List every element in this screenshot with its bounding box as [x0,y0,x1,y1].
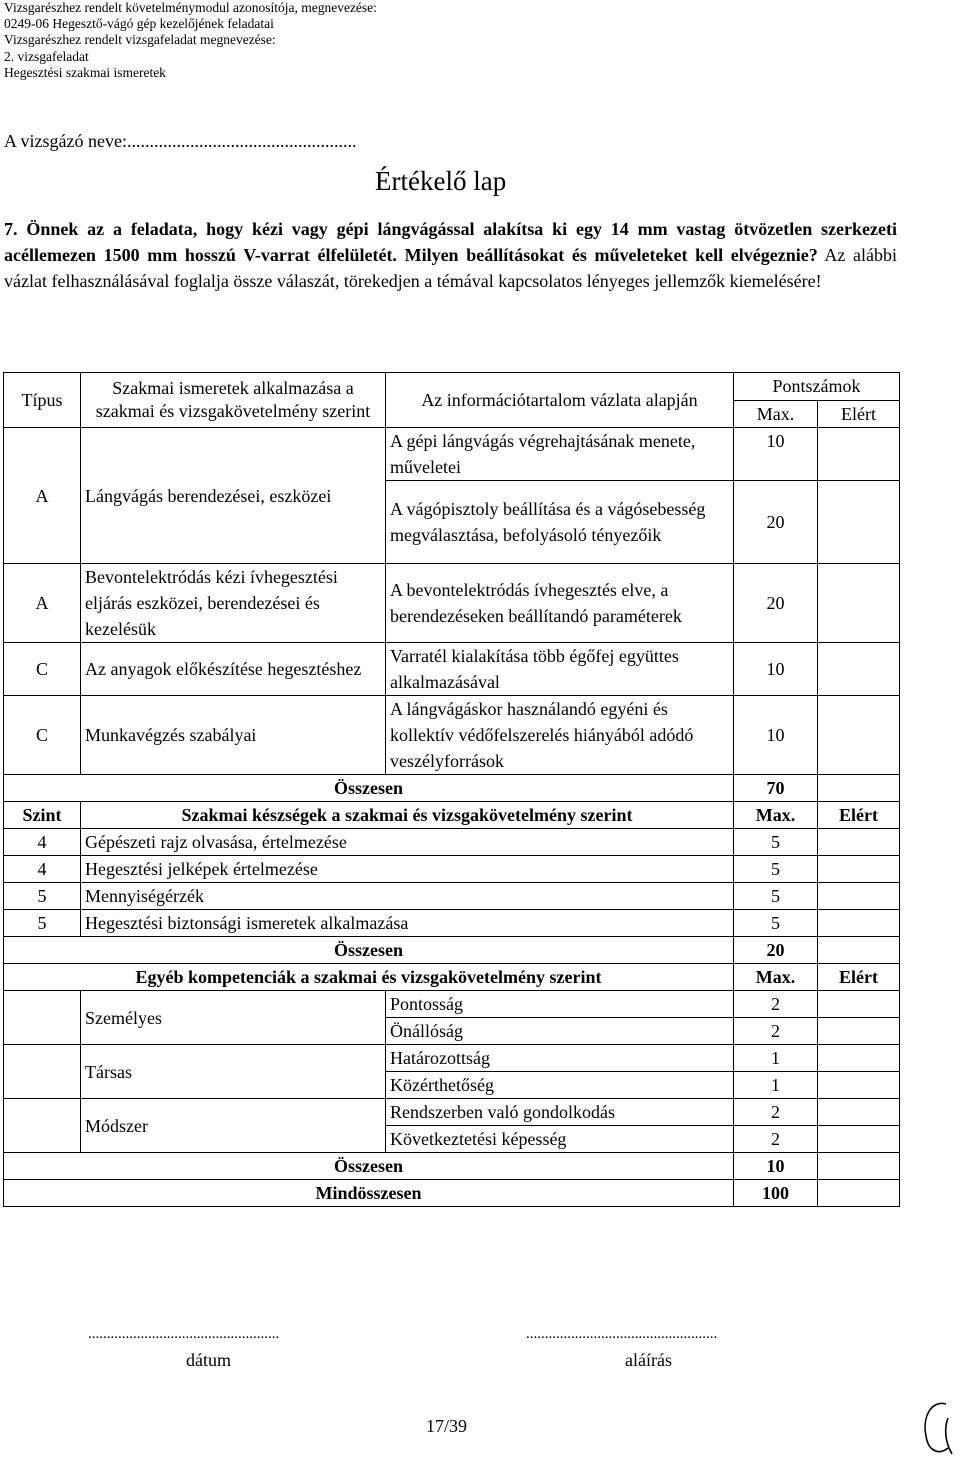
header-line: Vizsgarészhez rendelt követelménymodul azonosítója, megnevezése: [4,0,377,15]
type-cell: C [4,643,81,696]
blank-cell [4,1099,81,1153]
achieved-cell[interactable] [818,564,900,643]
competency-item: Következtetési képesség [386,1126,734,1153]
competency-group: Módszer [81,1099,386,1153]
header-line: 2. vizsgafeladat [4,48,89,64]
achieved-cell[interactable] [818,643,900,696]
level-header: Szint [4,802,81,829]
skill-cell: Hegesztési biztonsági ismeretek alkalmazása [81,910,734,937]
signature-label: aláírás [625,1350,672,1370]
page-title: Értékelő lap [375,166,507,196]
achieved-cell[interactable] [818,696,900,775]
level-cell: 5 [4,910,81,937]
info-cell: A gépi lángvágás végrehajtásának menete, műveletei [386,428,734,481]
max-cell: 10 [734,643,818,696]
achieved-cell[interactable] [818,883,900,910]
points-header: Pontszámok [734,373,900,401]
max-cell: 2 [734,991,818,1018]
max-cell: 10 [734,428,818,481]
page-number: 17/39 [426,1416,468,1436]
max-cell: 10 [734,696,818,775]
type-cell: A [4,428,81,564]
skill-cell: Hegesztési jelképek értelmezése [81,856,734,883]
topic-cell: Bevontelektródás kézi ívhegesztési eljárás eszközei, berendezései és kezelésük [81,564,386,643]
achieved-cell[interactable] [818,1180,900,1207]
blank-cell [4,1045,81,1099]
achieved-cell[interactable] [818,1153,900,1180]
competency-item: Pontosság [386,991,734,1018]
max-cell: 20 [734,564,818,643]
date-line: ................................................... [88,1326,280,1342]
achieved-header: Elért [818,400,900,428]
type-cell: C [4,696,81,775]
total-value: 70 [734,775,818,802]
total-value: 10 [734,1153,818,1180]
achieved-cell[interactable] [818,829,900,856]
document-header [4,0,377,81]
achieved-cell[interactable] [818,1099,900,1126]
header-line: 0249-06 Hegesztő-vágó gép kezelőjének feladatai [4,16,274,32]
achieved-header: Elért [818,802,900,829]
task-description [4,216,897,294]
candidate-name-field: A vizsgázó neve:................................................... [4,131,357,151]
max-cell: 1 [734,1072,818,1099]
achieved-cell[interactable] [818,856,900,883]
level-cell: 4 [4,856,81,883]
max-header: Max. [734,964,818,991]
competency-item: Határozottság [386,1045,734,1072]
level-cell: 5 [4,883,81,910]
achieved-cell[interactable] [818,428,900,481]
topic-cell: Lángvágás berendezései, eszközei [81,428,386,564]
info-cell: A vágópisztoly beállítása és a vágósebesség megválasztása, befolyásoló tényezőik [386,481,734,564]
achieved-cell[interactable] [818,1072,900,1099]
topic-cell: Munkavégzés szabályai [81,696,386,775]
task-instruction: Az alábbi vázlat felhasználásával foglalja össze válaszát, törekedjen a témával kapcsolatos lényeges jellemzők kiemelésére! [4,245,898,291]
competency-group: Társas [81,1045,386,1099]
competency-item: Közérthetőség [386,1072,734,1099]
knowledge-header: Szakmai ismeretek alkalmazása a szakmai és vizsgakövetelmény szerint [81,373,386,428]
type-header: Típus [4,373,81,428]
total-label: Összesen [4,937,734,964]
achieved-cell[interactable] [818,1018,900,1045]
achieved-cell[interactable] [818,991,900,1018]
signature-line: ................................................... [526,1326,718,1342]
max-cell: 1 [734,1045,818,1072]
info-cell: A lángvágáskor használandó egyéni és kollektív védőfelszerelés hiányából adódó veszélyforrások [386,696,734,775]
max-cell: 5 [734,829,818,856]
achieved-cell[interactable] [818,1045,900,1072]
grand-total-value: 100 [734,1180,818,1207]
grand-total-label: Mindösszesen [4,1180,734,1207]
achieved-cell[interactable] [818,937,900,964]
total-label: Összesen [4,1153,734,1180]
evaluation-table [3,372,900,1207]
topic-cell: Az anyagok előkészítése hegesztéshez [81,643,386,696]
type-cell: A [4,564,81,643]
max-cell: 5 [734,883,818,910]
max-header: Max. [734,802,818,829]
level-cell: 4 [4,829,81,856]
skill-cell: Gépészeti rajz olvasása, értelmezése [81,829,734,856]
competency-item: Önállóság [386,1018,734,1045]
achieved-header: Elért [818,964,900,991]
header-line: Hegesztési szakmai ismeretek [4,64,166,80]
info-cell: Varratél kialakítása több égőfej együttes alkalmazásával [386,643,734,696]
achieved-cell[interactable] [818,910,900,937]
date-label: dátum [186,1350,231,1370]
info-header: Az információtartalom vázlata alapján [386,373,734,428]
max-cell: 2 [734,1126,818,1153]
info-cell: A bevontelektródás ívhegesztés elve, a berendezéseken beállítandó paraméterek [386,564,734,643]
total-value: 20 [734,937,818,964]
initials-signature [918,1398,956,1460]
blank-cell [4,991,81,1045]
achieved-cell[interactable] [818,481,900,564]
task-question: 7. Önnek az a feladata, hogy kézi vagy gépi lángvágással alakítsa ki egy 14 mm vastag ötvözetlen szerkezeti acéllemezen 1500 mm hosszú V-varrat élfelületét. Milyen beállításokat és műveleteket kell elvégeznie? [4,219,897,265]
skill-cell: Mennyiségérzék [81,883,734,910]
achieved-cell[interactable] [818,1126,900,1153]
max-header: Max. [734,400,818,428]
max-cell: 20 [734,481,818,564]
max-cell: 5 [734,856,818,883]
competency-group: Személyes [81,991,386,1045]
competencies-header: Egyéb kompetenciák a szakmai és vizsgakövetelmény szerint [4,964,734,991]
header-line: Vizsgarészhez rendelt vizsgafeladat megnevezése: [4,32,276,48]
max-cell: 2 [734,1099,818,1126]
competency-item: Rendszerben való gondolkodás [386,1099,734,1126]
max-cell: 5 [734,910,818,937]
skills-header: Szakmai készségek a szakmai és vizsgakövetelmény szerint [81,802,734,829]
total-label: Összesen [4,775,734,802]
max-cell: 2 [734,1018,818,1045]
achieved-cell[interactable] [818,775,900,802]
